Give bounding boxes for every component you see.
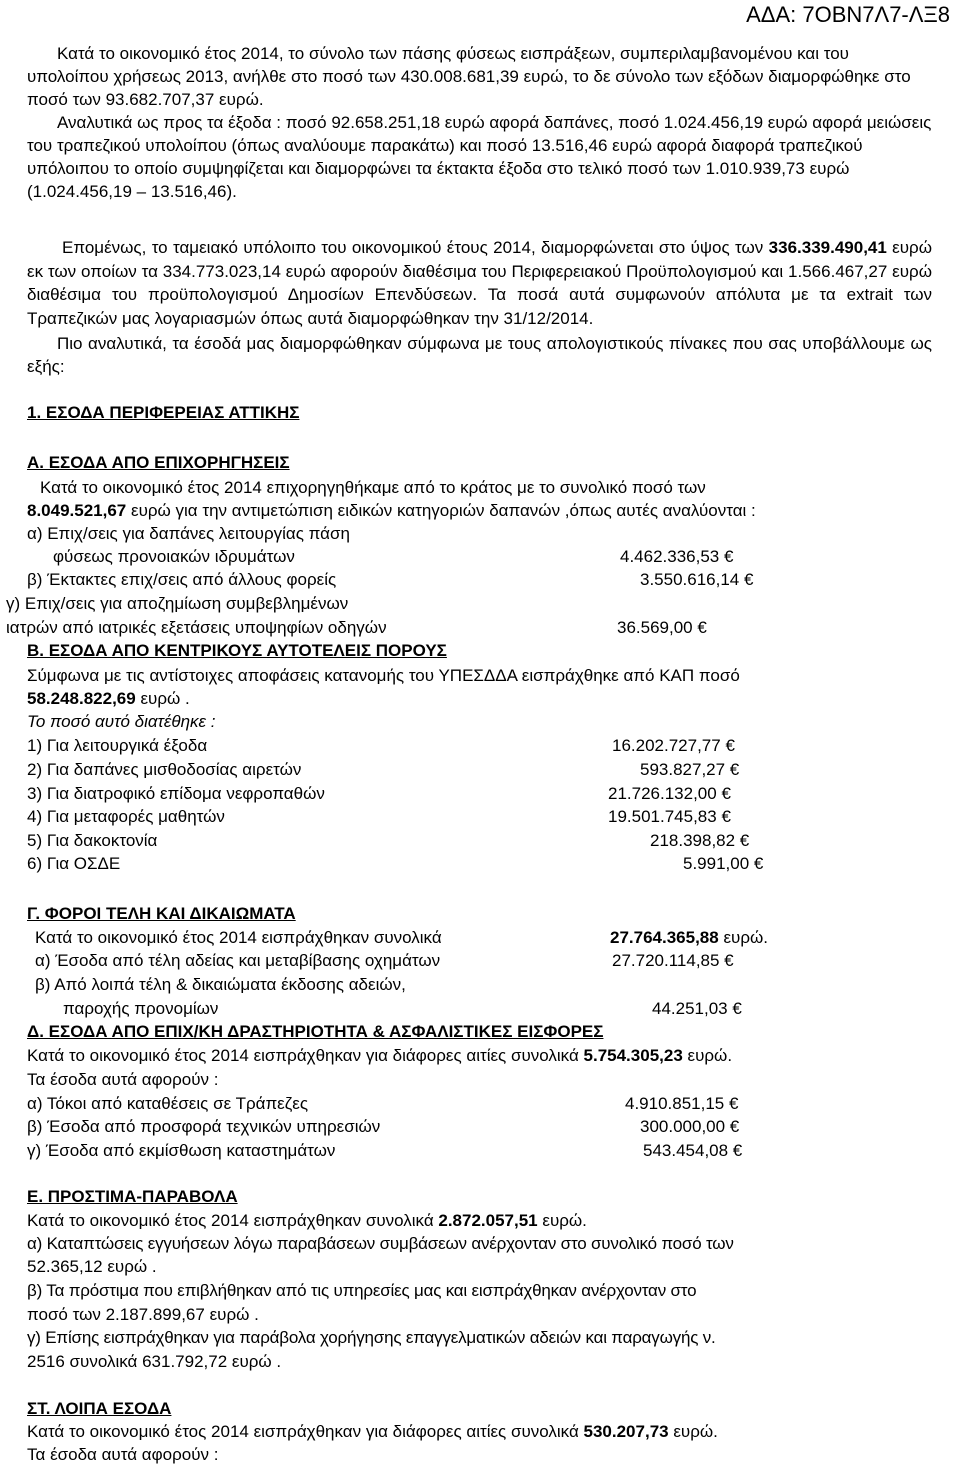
section-d-item-amount: 4.910.851,15 € — [625, 1094, 739, 1113]
section-a-line-2: 8.049.521,67 ευρώ για την αντιμετώπιση ειδικών κατηγοριών δαπανών ,όπως αυτές αναλύονται : — [27, 501, 756, 520]
section-e-item-a-2: 52.365,12 ευρώ . — [27, 1257, 157, 1276]
section-b-item-amount: 218.398,82 € — [650, 831, 750, 850]
section-d-item-label: α) Τόκοι από καταθέσεις σε Τράπεζες — [27, 1094, 309, 1113]
section-b-item-label: 5) Για δακοκτονία — [27, 831, 158, 850]
section-b-item-label: 2) Για δαπάνες μισθοδοσίας αιρετών — [27, 760, 302, 779]
section-g-item-a-amount: 27.720.114,85 € — [612, 951, 734, 970]
section-e-title: Ε. ΠΡΟΣΤΙΜΑ-ΠΑΡΑΒΟΛΑ — [27, 1187, 238, 1206]
section-e-line-1: Κατά το οικονομικό έτος 2014 εισπράχθηκαν συνολικά 2.872.057,51 ευρώ. — [27, 1211, 587, 1230]
section-st-title: ΣΤ. ΛΟΙΠΑ ΕΣΟΔΑ — [27, 1399, 172, 1418]
section-g-item-a: α) Έσοδα από τέλη αδείας και μεταβίβασης οχημάτων — [35, 951, 441, 970]
section-g-title: Γ. ΦΟΡΟΙ ΤΕΛΗ ΚΑΙ ΔΙΚΑΙΩΜΑΤΑ — [27, 904, 296, 923]
section-a-item-a-1: α) Επιχ/σεις για δαπάνες λειτουργίας πάση — [27, 524, 350, 543]
section-a-item-c-amount: 36.569,00 € — [617, 618, 707, 637]
section-b-item-amount: 593.827,27 € — [640, 760, 740, 779]
cash-balance: 336.339.490,41 — [768, 238, 887, 257]
section-d-intro: Τα έσοδα αυτά αφορούν : — [27, 1070, 219, 1089]
ada-code: ΑΔΑ: 7ΟΒΝ7Λ7-ΛΞ8 — [746, 2, 950, 27]
section-g-line-1: Κατά το οικονομικό έτος 2014 εισπράχθηκαν συνολικά — [35, 928, 442, 947]
intro-paragraph-2 — [27, 236, 932, 330]
section-d-item-label: β) Έσοδα από προσφορά τεχνικών υπηρεσιών — [27, 1117, 381, 1136]
section-a-item-a-amount: 4.462.336,53 € — [620, 547, 734, 566]
section-a-line-1: Κατά το οικονομικό έτος 2014 επιχορηγηθήκαμε από το κράτος με το συνολικό ποσό των — [40, 478, 706, 497]
section-b-title: Β. ΕΣΟΔΑ ΑΠΟ ΚΕΝΤΡΙΚΟΥΣ ΑΥΤΟΤΕΛΕΙΣ ΠΟΡΟΥΣ — [27, 641, 447, 660]
section-1-title: 1. ΕΣΟΔΑ ΠΕΡΙΦΕΡΕΙΑΣ ΑΤΤΙΚΗΣ — [27, 403, 300, 422]
section-a-item-c-1: γ) Επιχ/σεις για αποζημίωση συμβεβλημένων — [6, 594, 349, 613]
intro-p1a: Κατά το οικονομικό έτος 2014, το σύνολο των πάσης φύσεως εισπράξεων, συμπεριλαμβανομένου και του υπολοίπου χρήσεως 2013, ανήλθε στο ποσό των 430.008.681,39 ευρώ, το δε σύνολο των εξόδων διαμορφώθηκε στο ποσό των 93.682.707,37 ευρώ. — [27, 44, 911, 109]
section-d-item-amount: 300.000,00 € — [640, 1117, 740, 1136]
section-b-line-2: 58.248.822,69 ευρώ . — [27, 689, 190, 708]
section-e-item-b-1: β) Τα πρόστιμα που επιβλήθηκαν από τις υπηρεσίες μας και εισπράχθηκαν ανέρχονταν στο — [27, 1281, 697, 1300]
section-b-item-amount: 21.726.132,00 € — [608, 784, 731, 803]
section-b-line-1: Σύμφωνα με τις αντίστοιχες αποφάσεις κατανομής του ΥΠΕΣΔΔΑ εισπράχθηκε από ΚΑΠ ποσό — [27, 666, 740, 685]
section-b-intro: Το ποσό αυτό διατέθηκε : — [27, 712, 216, 731]
intro-p1b: Αναλυτικά ως προς τα έξοδα : ποσό 92.658.251,18 ευρώ αφορά δαπάνες, ποσό 1.024.456,19 ευρώ αφορά μειώσεις του τραπεζικού υπολοίπου (όπως αναλύουμε παρακάτω) και ποσό 13.516,46 ευρώ αφορά διαφορά τραπεζικού υπόλοιπου το οποίο συμψηφίζεται και διαμορφώνει τα έκτακτα έξοδα στο τελικό ποσό των 1.010.939,73 ευρώ (1.024.456,19 – 13.516,46). — [27, 113, 932, 201]
section-e-item-a-1: α) Καταπτώσεις εγγυήσεων λόγω παραβάσεων συμβάσεων ανέρχονταν στο συνολικό ποσό των — [27, 1234, 734, 1253]
section-g-item-b-1: β) Από λοιπά τέλη & δικαιώματα έκδοσης αδειών, — [35, 975, 406, 994]
section-b-item-label: 6) Για ΟΣΔΕ — [27, 854, 121, 873]
section-e-item-b-2: ποσό των 2.187.899,67 ευρώ . — [27, 1305, 259, 1324]
section-b-item-amount: 16.202.727,77 € — [612, 736, 735, 755]
section-d-line-1: Κατά το οικονομικό έτος 2014 εισπράχθηκαν για διάφορες αιτίες συνολικά 5.754.305,23 ευρώ. — [27, 1046, 733, 1065]
section-st-line-1: Κατά το οικονομικό έτος 2014 εισπράχθηκαν για διάφορες αιτίες συνολικά 530.207,73 ευρώ. — [27, 1422, 718, 1441]
section-d-title: Δ. ΕΣΟΔΑ ΑΠΟ ΕΠΙΧ/ΚΗ ΔΡΑΣΤΗΡΙΟΤΗΤΑ & ΑΣΦΑΛΙΣΤΙΚΕΣ ΕΙΣΦΟΡΕΣ — [27, 1022, 604, 1041]
section-e-item-c-2: 2516 συνολικά 631.792,72 ευρώ . — [27, 1352, 282, 1371]
section-a-item-a-2: φύσεως προνοιακών ιδρυμάτων — [53, 547, 295, 566]
section-a-item-b-amount: 3.550.616,14 € — [640, 570, 754, 589]
section-a-item-b: β) Έκτακτες επιχ/σεις από άλλους φορείς — [27, 570, 337, 589]
intro-paragraph-1 — [27, 42, 932, 203]
section-d-item-amount: 543.454,08 € — [643, 1141, 743, 1160]
section-b-item-label: 1) Για λειτουργικά έξοδα — [27, 736, 208, 755]
section-a-item-c-2: ιατρών από ιατρικές εξετάσεις υποψηφίων οδηγών — [6, 618, 387, 637]
section-b-item-label: 3) Για διατροφικό επίδομα νεφροπαθών — [27, 784, 325, 803]
section-d-item-label: γ) Έσοδα από εκμίσθωση καταστημάτων — [27, 1141, 336, 1160]
section-g-item-b-2: παροχής προνομίων — [63, 999, 219, 1018]
intro-p2-post: ευρώ εκ των οποίων τα 334.773.023,14 ευρώ αφορούν διαθέσιμα του Περιφερειακού Προϋπολογισμού και 1.566.467,27 ευρώ διαθέσιμα του προϋπολογισμού Δημοσίων Επενδύσεων. Τα ποσά αυτά συμφωνούν απόλυτα με τα extrait των Τραπεζικών μας λογαριασμών όπως αυτά διαμορφώθηκαν την 31/12/2014. — [27, 238, 933, 328]
intro-paragraph-3: Πιο αναλυτικά, τα έσοδά μας διαμορφώθηκαν σύμφωνα με τους απολογιστικούς πίνακες που σας υποβάλλουμε ως εξής: — [27, 334, 932, 376]
intro-p2-pre: Επομένως, το ταμειακό υπόλοιπο του οικονομικού έτους 2014, διαμορφώνεται στο ύψος των — [62, 238, 769, 257]
section-b-item-amount: 19.501.745,83 € — [608, 807, 731, 826]
section-e-item-c-1: γ) Επίσης εισπράχθηκαν για παράβολα χορήγησης επαγγελματικών αδειών και παραγωγής ν. — [27, 1328, 716, 1347]
section-g-item-b-amount: 44.251,03 € — [652, 999, 742, 1018]
section-b-item-amount: 5.991,00 € — [683, 854, 764, 873]
section-b-item-label: 4) Για μεταφορές μαθητών — [27, 807, 225, 826]
section-g-total: 27.764.365,88 ευρώ. — [610, 928, 768, 947]
section-st-intro: Τα έσοδα αυτά αφορούν : — [27, 1445, 219, 1464]
section-a-title: Α. ΕΣΟΔΑ ΑΠΟ ΕΠΙΧΟΡΗΓΗΣΕΙΣ — [27, 453, 290, 472]
